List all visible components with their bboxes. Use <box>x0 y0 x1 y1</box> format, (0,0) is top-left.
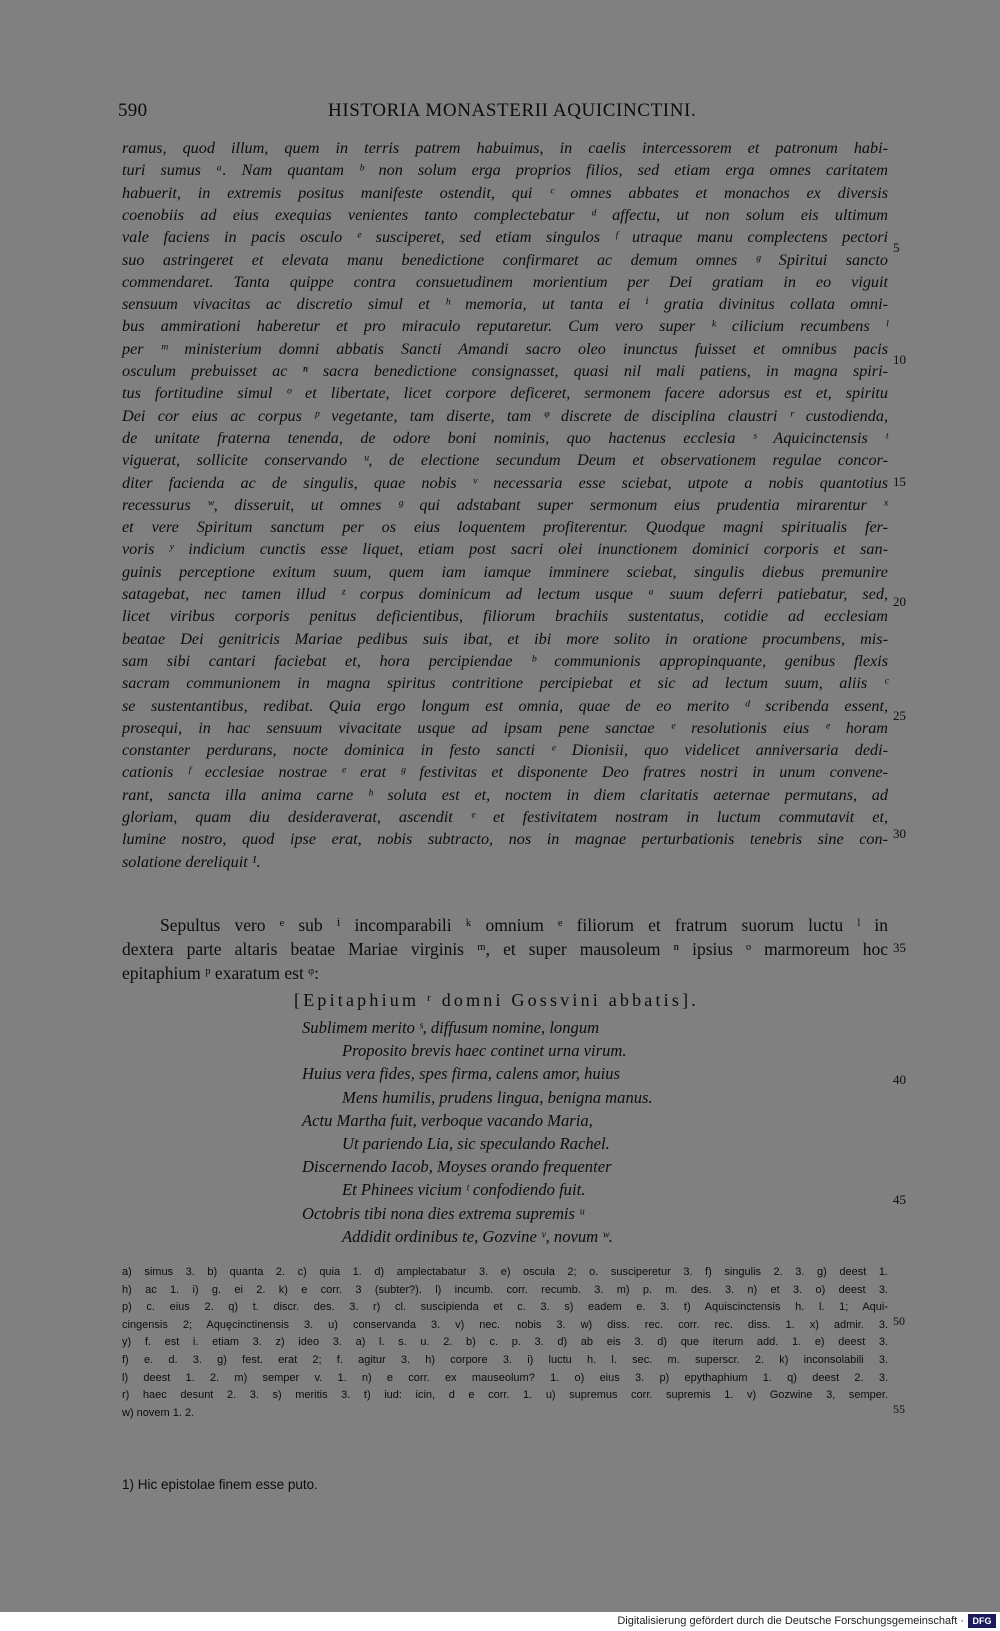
text-line: sam sibi cantari faciebat et, hora percipiendae ᵇ communionis appropinquante, genibus flexis <box>122 651 888 670</box>
page-number: 590 <box>118 100 148 121</box>
apparatus-line-number: 55 <box>893 1402 905 1416</box>
text-line: ramus, quod illum, quem in terris patrem habuimus, in caelis intercessorem et patronum habi- <box>122 139 888 157</box>
text-line: coenobiis ad eius exequias venientes tanto complectebatur ᵈ affectu, ut non solum eis ultimum <box>122 205 888 224</box>
text-line: per ᵐ ministerium domni abbatis Sancti Amandi sacro oleo inunctus fuisset et omnibus pacis <box>122 339 888 358</box>
apparatus-line: w) novem 1. 2. <box>122 1406 195 1419</box>
apparatus-line: a) simus 3. b) quanta 2. c) quia 1. d) amplectabatur 3. e) oscula 2; o. susciperetur 3. f) singulis 2. 3. g) deest 1. <box>122 1266 888 1278</box>
line-number: 40 <box>893 1072 906 1087</box>
paragraph-line: dextera parte altaris beatae Mariae virginis ᵐ, et super mausoleum ⁿ ipsius ᵒ marmoreum hoc <box>122 939 888 959</box>
line-number: 20 <box>893 594 906 609</box>
epitaph-verse: Octobris tibi nona dies extrema supremis ᵘ <box>302 1203 585 1223</box>
text-line: et vere Spiritum sanctum per os eius loquentem profiterentur. Quodque magni spiritualis fer- <box>122 518 888 537</box>
text-line: cationis ᶠ ecclesiae nostrae ᵉ erat ᵍ festivitas et disponente Deo fratres nostri in unum convene- <box>122 763 888 782</box>
text-line: osculum prebuisset ac ⁿ sacra benedictione consignasset, quasi nil mali patiens, in magna spiri- <box>122 362 888 380</box>
epitaph-verse: Actu Martha fuit, verboque vacando Maria, <box>302 1110 593 1130</box>
apparatus-line: cingensis 2; Aquęcinctinensis 3. u) conservanda 3. v) nec. nobis 3. w) diss. rec. corr. rec. diss. 1. x) admir. 3. <box>122 1318 888 1331</box>
apparatus-line-number: 50 <box>893 1314 905 1328</box>
epitaph-verse: Ut pariendo Lia, sic speculando Rachel. <box>342 1134 610 1153</box>
text-line: suo astringeret et elevata manu benedictione confirmaret ac demum omnes ᵍ Spiritui sancto <box>122 250 888 269</box>
text-line: guinis perceptione exitum suum, quem iam iamque imminere sciebat, singulis diebus premunire <box>122 562 888 581</box>
line-number: 10 <box>893 352 906 367</box>
text-line: solatione dereliquit ¹. <box>122 852 261 871</box>
paragraph-line: epitaphium ᵖ exaratum est ᵠ: <box>122 963 319 983</box>
epitaph-heading: [Epitaphium ʳ domni Gossvini abbatis]. <box>294 990 699 1010</box>
text-line: lumine nostro, quod ipse erat, nobis subtracto, nos in magnae perturbationis tenebris sine con- <box>122 830 888 849</box>
running-title: HISTORIA MONASTERII AQUICINCTINI. <box>328 100 697 121</box>
line-number: 35 <box>893 940 906 955</box>
text-line: commendaret. Tanta quippe contra consuetudinem morientium per Dei gratiam in eo viguit <box>122 272 888 291</box>
text-line: Dei cor eius ac corpus ᵖ vegetante, tam diserte, tam ᵠ discrete de disciplina claustri ʳ custodienda, <box>122 406 888 425</box>
text-line: voris ʸ indicium cunctis esse liquet, etiam post sacri olei inunctionem dominici corporis et san- <box>122 540 888 559</box>
line-number: 5 <box>893 240 900 255</box>
text-line: satagebat, nec tamen illud ᶻ corpus dominicum ad lectum usque ᵃ suum deferri patiebatur, sed, <box>122 585 888 603</box>
epitaph-verse: Sublimem merito ˢ, diffusum nomine, longum <box>302 1018 600 1037</box>
text-line: licet viribus corporis penitus deficientibus, filiorum brachiis sustentatus, cotidie ad ecclesiam <box>122 607 888 626</box>
text-line: prosequi, in hac sensuum vivacitate usque ad ipsam pene sanctae ᵉ resolutionis eius ᵉ horam <box>122 718 888 737</box>
epitaph-verse: Mens humilis, prudens lingua, benigna manus. <box>342 1087 653 1107</box>
text-line: turi sumus ᵃ. Nam quantam ᵇ non solum erga proprios filios, sed etiam erga omnes caritatem <box>122 161 888 180</box>
text-line: gloriam, quam diu desideraverat, ascendit ᵉ et festivitatem nostram in luctum commutavit et, <box>122 808 888 826</box>
running-header <box>118 100 888 130</box>
text-line: viguerat, sollicite conservando ᵘ, de electione secundum Deum et observationem regulae concor- <box>122 451 888 470</box>
apparatus-line: y) f. est i. etiam 3. z) ideo 3. a) l. s. u. 2. b) c. p. 3. d) ab eis 3. d) que iterum add. 1. e) deest 3. <box>122 1336 888 1349</box>
text-line: beatae Dei genitricis Mariae pedibus suis ibat, et ibi more solito in oratione procumbens, mis- <box>122 629 888 648</box>
text-line: diter facienda ac de singulis, quae nobis ᵛ necessaria esse sciebat, utpote a nobis quantotius <box>122 473 888 492</box>
apparatus-line: h) ac 1. i) g. ei 2. k) e corr. 3 (subter?). l) incumb. corr. recumb. 3. m) p. m. des. 3. n) et 3. o) deest 3. <box>122 1283 888 1296</box>
text-line: habuerit, in extremis positus manifeste ostendit, qui ᶜ omnes abbates et monachos ex diversis <box>122 183 888 202</box>
text-line: bus ammirationi haberetur et pro miraculo reputaretur. Cum vero super ᵏ cilicium recumbens ˡ <box>122 317 888 336</box>
text-line: sacram communionem in magna spiritus contritione percipiebat et sic ad lectum suum, aliis ᶜ <box>122 674 888 693</box>
dfg-logo: DFG <box>968 1614 996 1628</box>
text-line: constanter perdurans, nocte dominica in festo sancti ᵉ Dionisii, quo videlicet anniversaria dedi- <box>122 741 888 760</box>
epitaph-verse: Huius vera fides, spes firma, calens amor, huius <box>302 1064 621 1084</box>
apparatus-line: p) c. eius 2. q) t. discr. des. 3. r) cl. suscipienda et c. 3. s) eadem e. 3. t) Aquiscinctensis h. l. 1; Aqui- <box>122 1301 888 1314</box>
epitaph-verse: Addidit ordinibus te, Gozvine ᵛ, novum ʷ. <box>342 1226 613 1246</box>
apparatus-line: l) deest 1. 2. m) semper v. 1. n) e corr. ex mauseolum? 1. o) eius 3. p) epythaphium 1. q) deest 2. 3. <box>122 1371 888 1384</box>
line-number: 15 <box>893 474 906 489</box>
epitaph-verse: Et Phinees vicium ᵗ confodiendo fuit. <box>342 1180 586 1200</box>
apparatus-line: f) e. d. 3. g) fest. erat 2; f. agitur 3. h) corpore 3. i) luctu h. l. sec. m. superscr. 2. k) inconsolabili 3. <box>122 1354 888 1366</box>
line-number: 45 <box>893 1192 906 1207</box>
text-line: de unitate fraterna tenenda, de odore boni nominis, quo hactenus ecclesia ˢ Aquicinctensis ᵗ <box>122 428 888 447</box>
text-line: tus fortitudine simul ᵒ et libertate, licet corpore deficeret, sermonem facere adorsus est et, spiritu <box>122 384 888 403</box>
text-line: rant, sancta illa anima carne ʰ soluta est et, noctem in diem claritatis aeternae permutans, ad <box>122 785 888 804</box>
text-line: recessurus ʷ, disseruit, ut omnes ᵍ qui adstabant super sermonum eius prudentia mirarentur ˣ <box>122 495 888 514</box>
text-line: vale faciens in pacis osculo ᵉ susciperet, sed etiam singulos ᶠ utraque manu complectens pectori <box>122 228 888 247</box>
epitaph-verse: Discernendo Iacob, Moyses orando frequenter <box>302 1157 612 1177</box>
footnote: 1) Hic epistolae finem esse puto. <box>122 1477 318 1492</box>
line-number: 25 <box>893 708 906 723</box>
line-number: 30 <box>893 826 906 841</box>
epitaph-verse: Proposito brevis haec continet urna virum. <box>342 1041 627 1061</box>
apparatus-line: r) haec desunt 2. 3. s) meritis 3. t) iud: icin, d e corr. 1. u) supremus corr. supremis 1. v) Gozwine 3, semper. <box>122 1389 888 1402</box>
digitization-credit: Digitalisierung gefördert durch die Deutsche Forschungsgemeinschaft · <box>617 1615 964 1627</box>
text-line: sensuum vivacitas ac discretio simul et ʰ memoria, ut tanta ei ⁱ gratia divinitus collata omni- <box>122 295 888 314</box>
text-line: se sustentantibus, redibat. Quia ergo longum est omnia, quae de eo merito ᵈ scribenda essent, <box>122 696 888 715</box>
paragraph-line: Sepultus vero ᵉ sub ⁱ incomparabili ᵏ omnium ᵉ filiorum et fratrum suorum luctu ˡ in <box>160 915 888 935</box>
